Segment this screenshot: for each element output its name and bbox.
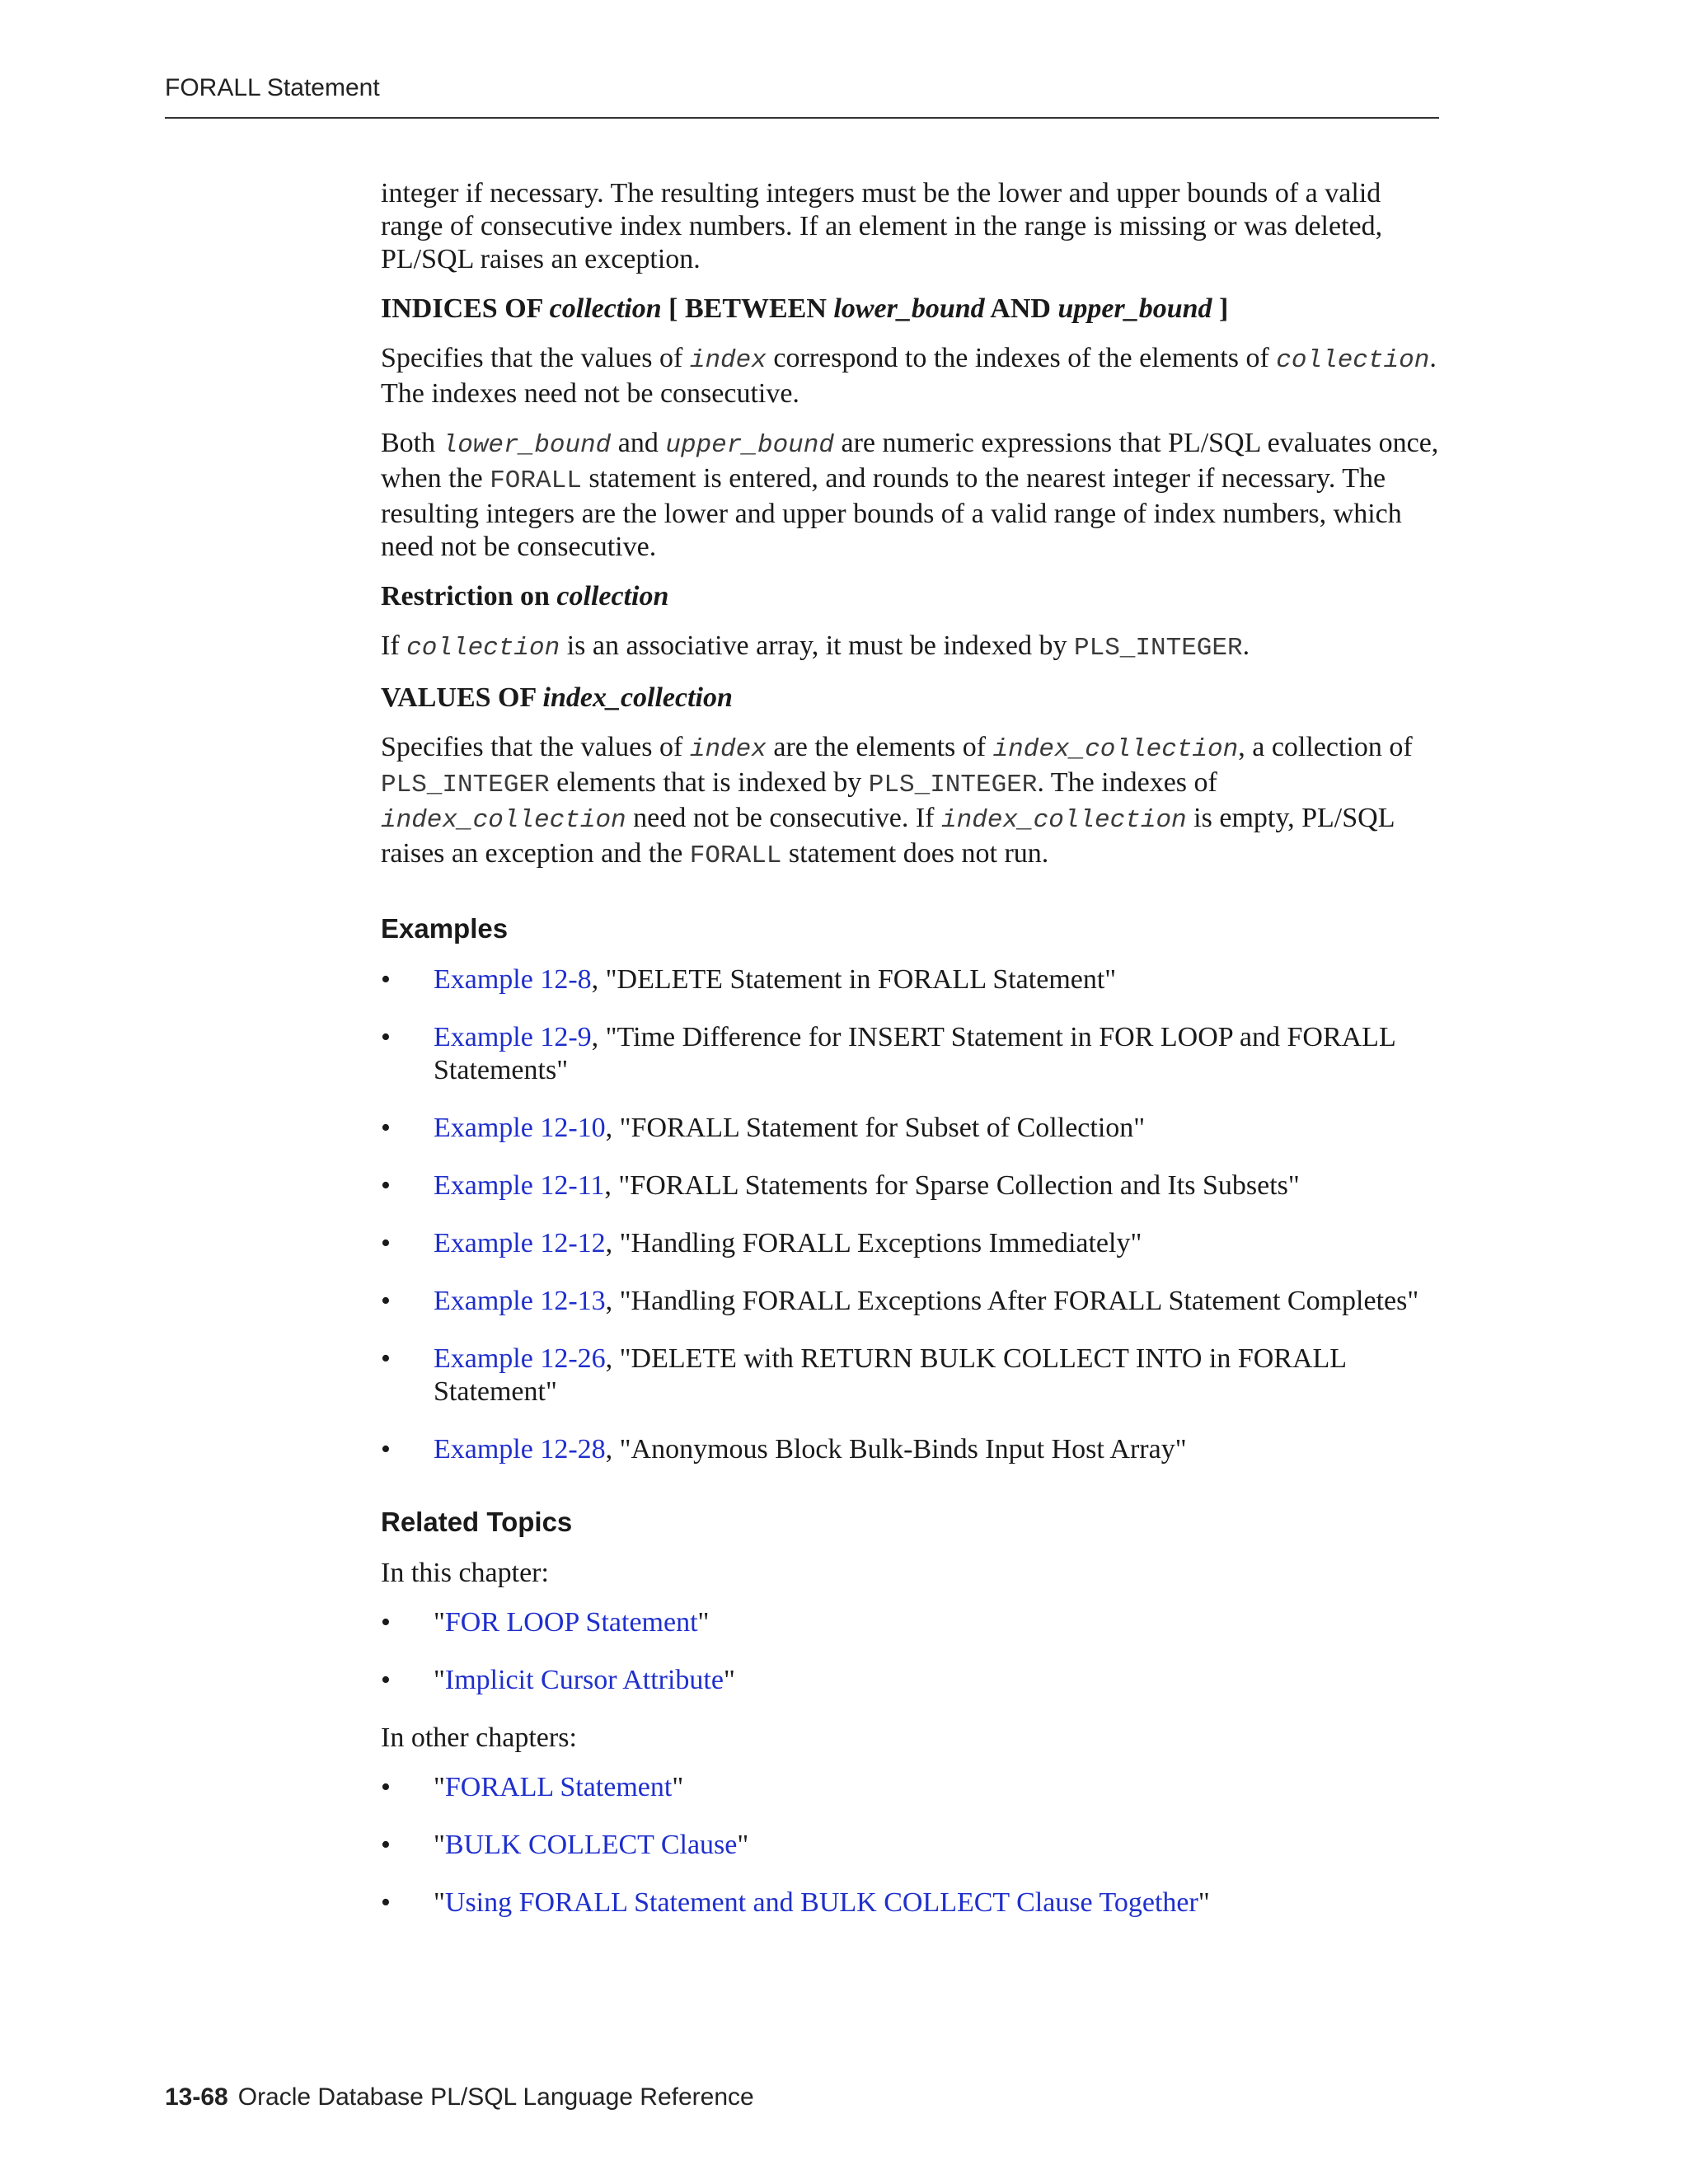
topic-link[interactable]: Implicit Cursor Attribute bbox=[444, 1665, 724, 1695]
bullet: • bbox=[381, 1830, 391, 1860]
bullet: • bbox=[381, 1343, 391, 1374]
topic-link[interactable]: Using FORALL Statement and BULK COLLECT Clause Together bbox=[444, 1887, 1198, 1918]
page-footer bbox=[165, 2083, 754, 2111]
this-chapter-list bbox=[381, 1606, 1444, 1697]
list-item: • "FORALL Statement" bbox=[381, 1772, 684, 1802]
bullet: • bbox=[381, 964, 391, 995]
example-link[interactable]: Example 12-28 bbox=[434, 1434, 606, 1465]
list-item: • "Implicit Cursor Attribute" bbox=[381, 1665, 735, 1695]
page-number: 13-68 bbox=[165, 2083, 228, 2111]
examples-list bbox=[381, 963, 1444, 1466]
example-link[interactable]: Example 12-10 bbox=[434, 1113, 606, 1143]
list-item: • Example 12-11, "FORALL Statements for Sparse Collection and Its Subsets" bbox=[381, 1170, 1300, 1201]
list-item: • Example 12-8, "DELETE Statement in FORALL Statement" bbox=[381, 964, 1117, 995]
bullet: • bbox=[381, 1665, 391, 1695]
bounds-description: Both lower_bound and upper_bound are numeric expressions that PL/SQL evaluates once, when the FORALL statement is entered, and rounds to the nearest integer if necessary. The resulting integers are the lower and upper bounds of a valid range of index numbers, which need not be consecutive. bbox=[381, 428, 1439, 562]
bullet: • bbox=[381, 1113, 391, 1143]
list-item: • "Using FORALL Statement and BULK COLLECT Clause Together" bbox=[381, 1887, 1210, 1918]
example-link[interactable]: Example 12-9 bbox=[434, 1022, 592, 1052]
list-item: • "FOR LOOP Statement" bbox=[381, 1607, 710, 1638]
header-divider bbox=[165, 117, 1439, 119]
values-of-description: Specifies that the values of index are the elements of index_collection, a collection of PLS_INTEGER elements that is indexed by PLS_INTEGER. The indexes of index_collection need not be consecutive. If index_collection is empty, PL/SQL raises an exception and the FORALL statement does not run. bbox=[381, 732, 1413, 870]
in-other-chapters-label: In other chapters: bbox=[381, 1722, 577, 1753]
bullet: • bbox=[381, 1022, 391, 1052]
topic-link[interactable]: FORALL Statement bbox=[444, 1772, 673, 1802]
bullet: • bbox=[381, 1170, 391, 1201]
book-title: Oracle Database PL/SQL Language Reference bbox=[237, 2083, 754, 2111]
bullet: • bbox=[381, 1607, 391, 1638]
restriction-heading: Restriction on collection bbox=[381, 581, 669, 612]
examples-heading: Examples bbox=[381, 913, 509, 944]
other-chapters-list bbox=[381, 1771, 1444, 1919]
topic-link[interactable]: FOR LOOP Statement bbox=[444, 1607, 698, 1638]
example-link[interactable]: Example 12-11 bbox=[434, 1170, 605, 1201]
in-this-chapter-label: In this chapter: bbox=[381, 1558, 549, 1588]
indices-of-syntax: INDICES OF collection [ BETWEEN lower_bound AND upper_bound ] bbox=[381, 293, 1229, 324]
list-item: • "BULK COLLECT Clause" bbox=[381, 1830, 749, 1860]
restriction-description: If collection is an associative array, it must be indexed by PLS_INTEGER. bbox=[381, 630, 1250, 663]
indices-of-description: Specifies that the values of index correspond to the indexes of the elements of collection. The indexes need not be consecutive. bbox=[381, 343, 1437, 409]
list-item: • Example 12-28, "Anonymous Block Bulk-Binds Input Host Array" bbox=[381, 1434, 1187, 1465]
bullet: • bbox=[381, 1228, 391, 1258]
list-item: • Example 12-10, "FORALL Statement for Subset of Collection" bbox=[381, 1113, 1146, 1143]
bullet: • bbox=[381, 1772, 391, 1802]
main-content bbox=[381, 177, 1444, 1944]
running-header: FORALL Statement bbox=[165, 74, 380, 101]
bullet: • bbox=[381, 1286, 391, 1316]
example-link[interactable]: Example 12-26 bbox=[434, 1343, 606, 1374]
topic-link[interactable]: BULK COLLECT Clause bbox=[444, 1830, 738, 1860]
list-item: • Example 12-13, "Handling FORALL Exceptions After FORALL Statement Completes" bbox=[381, 1286, 1419, 1316]
list-item: • Example 12-9, "Time Difference for INSERT Statement in FOR LOOP and FORALL Statements" bbox=[381, 1022, 1395, 1085]
bullet: • bbox=[381, 1434, 391, 1465]
list-item: • Example 12-12, "Handling FORALL Exceptions Immediately" bbox=[381, 1228, 1142, 1258]
example-link[interactable]: Example 12-12 bbox=[434, 1228, 606, 1258]
example-link[interactable]: Example 12-8 bbox=[434, 964, 592, 995]
list-item: • Example 12-26, "DELETE with RETURN BULK COLLECT INTO in FORALL Statement" bbox=[381, 1343, 1346, 1407]
intro-paragraph: integer if necessary. The resulting integers must be the lower and upper bounds of a valid range of consecutive index numbers. If an element in the range is missing or was deleted, PL/SQL raises an exception. bbox=[381, 178, 1383, 274]
related-topics-heading: Related Topics bbox=[381, 1507, 573, 1537]
example-link[interactable]: Example 12-13 bbox=[434, 1286, 606, 1316]
values-of-syntax: VALUES OF index_collection bbox=[381, 682, 733, 713]
bullet: • bbox=[381, 1887, 391, 1918]
